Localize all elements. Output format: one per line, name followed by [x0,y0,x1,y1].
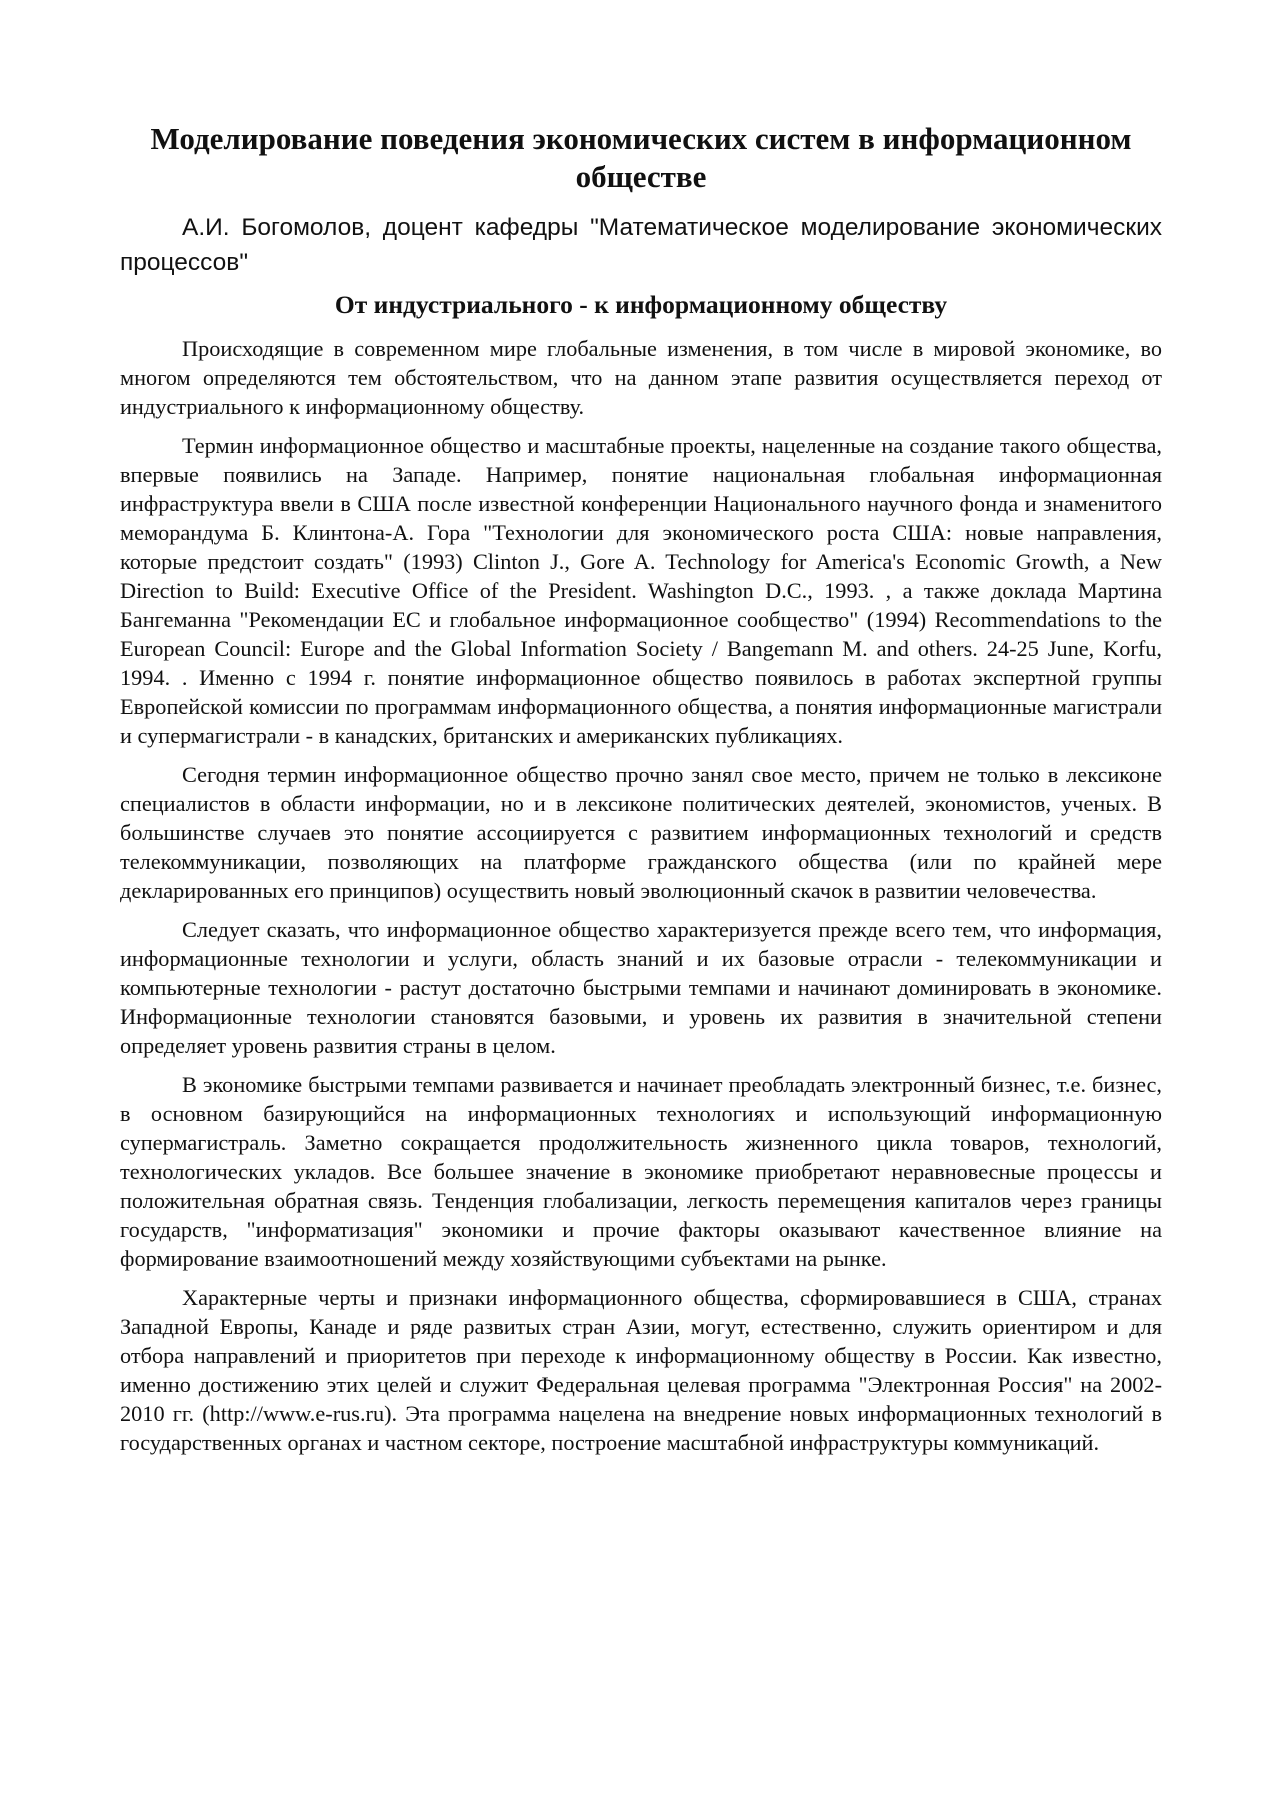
document-title: Моделирование поведения экономических систем в информационном обществе [150,121,1132,194]
paragraph-4: Следует сказать, что информационное общество характеризуется прежде всего тем, что информация, информационные технологии и услуги, область знаний и их базовые отрасли - телекоммуникации и компьютерные технологии - растут достаточно быстрыми темпами и начинают доминировать в экономике. Информационные технологии становятся базовыми, и уровень их развития в значительной степени определяет уровень развития страны в целом. [120,917,1162,1058]
paragraph-2: Термин информационное общество и масштабные проекты, нацеленные на создание такого общества, впервые появились на Западе. Например, понятие национальная глобальная информационная инфраструктура ввели в США после известной конференции Национального научного фонда и знаменитого меморандума Б. Клинтона-А. Гора "Технологии для экономического роста США: новые направления, которые предстоит создать" (1993) Clinton J., Gore A. Technology for America's Economic Growth, a New Direction to Build: Executive Office of the President. Washington D.C., 1993. , а также доклада Мартина Бангеманна "Рекомендации ЕС и глобальное информационное сообщество" (1994) Recommendations to the European Council: Europe and the Global Information Society / Bangemann M. and others. 24-25 June, Korfu, 1994. . Именно с 1994 г. понятие информационное общество появилось в работах экспертной группы Европейской комиссии по программам информационного общества, а понятия информационные магистрали и супермагистрали - в канадских, британских и американских публикациях. [120,433,1162,748]
paragraph-1: Происходящие в современном мире глобальные изменения, в том числе в мировой экономике, во многом определяются тем обстоятельством, что на данном этапе развития осуществляется переход от индустриального к информационному обществу. [120,336,1162,419]
paragraph-5: В экономике быстрыми темпами развивается и начинает преобладать электронный бизнес, т.е. бизнес, в основном базирующийся на информационных технологиях и использующий информационную супермагистраль. Заметно сокращается продолжительность жизненного цикла товаров, технологий, технологических укладов. Все большее значение в экономике приобретают неравновесные процессы и положительная обратная связь. Тенденция глобализации, легкость перемещения капиталов через границы государств, "информатизация" экономики и прочие факторы оказывают качественное влияние на формирование взаимоотношений между хозяйствующими субъектами на рынке. [120,1072,1162,1271]
paragraph-3: Сегодня термин информационное общество прочно занял свое место, причем не только в лексиконе специалистов в области информации, но и в лексиконе политических деятелей, экономистов, ученых. В большинстве случаев это понятие ассоциируется с развитием информационных технологий и средств телекоммуникации, позволяющих на платформе гражданского общества (или по крайней мере декларированных его принципов) осуществить новый эволюционный скачок в развитии человечества. [120,762,1162,903]
document-page [120,120,1162,1467]
paragraph-6: Характерные черты и признаки информационного общества, сформировавшиеся в США, странах Западной Европы, Канаде и ряде развитых стран Азии, могут, естественно, служить ориентиром и для отбора направлений и приоритетов при переходе к информационному обществу в России. Как известно, именно достижению этих целей и служит Федеральная целевая программа "Электронная Россия" на 2002-2010 гг. (http://www.e-rus.ru). Эта программа нацелена на внедрение новых информационных технологий в государственных органах и частном секторе, построение масштабной инфраструктуры коммуникаций. [120,1285,1162,1455]
section-title: От индустриального - к информационному обществу [334,290,948,319]
author-line: А.И. Богомолов, доцент кафедры "Математическое моделирование экономических процессов" [120,214,1162,276]
